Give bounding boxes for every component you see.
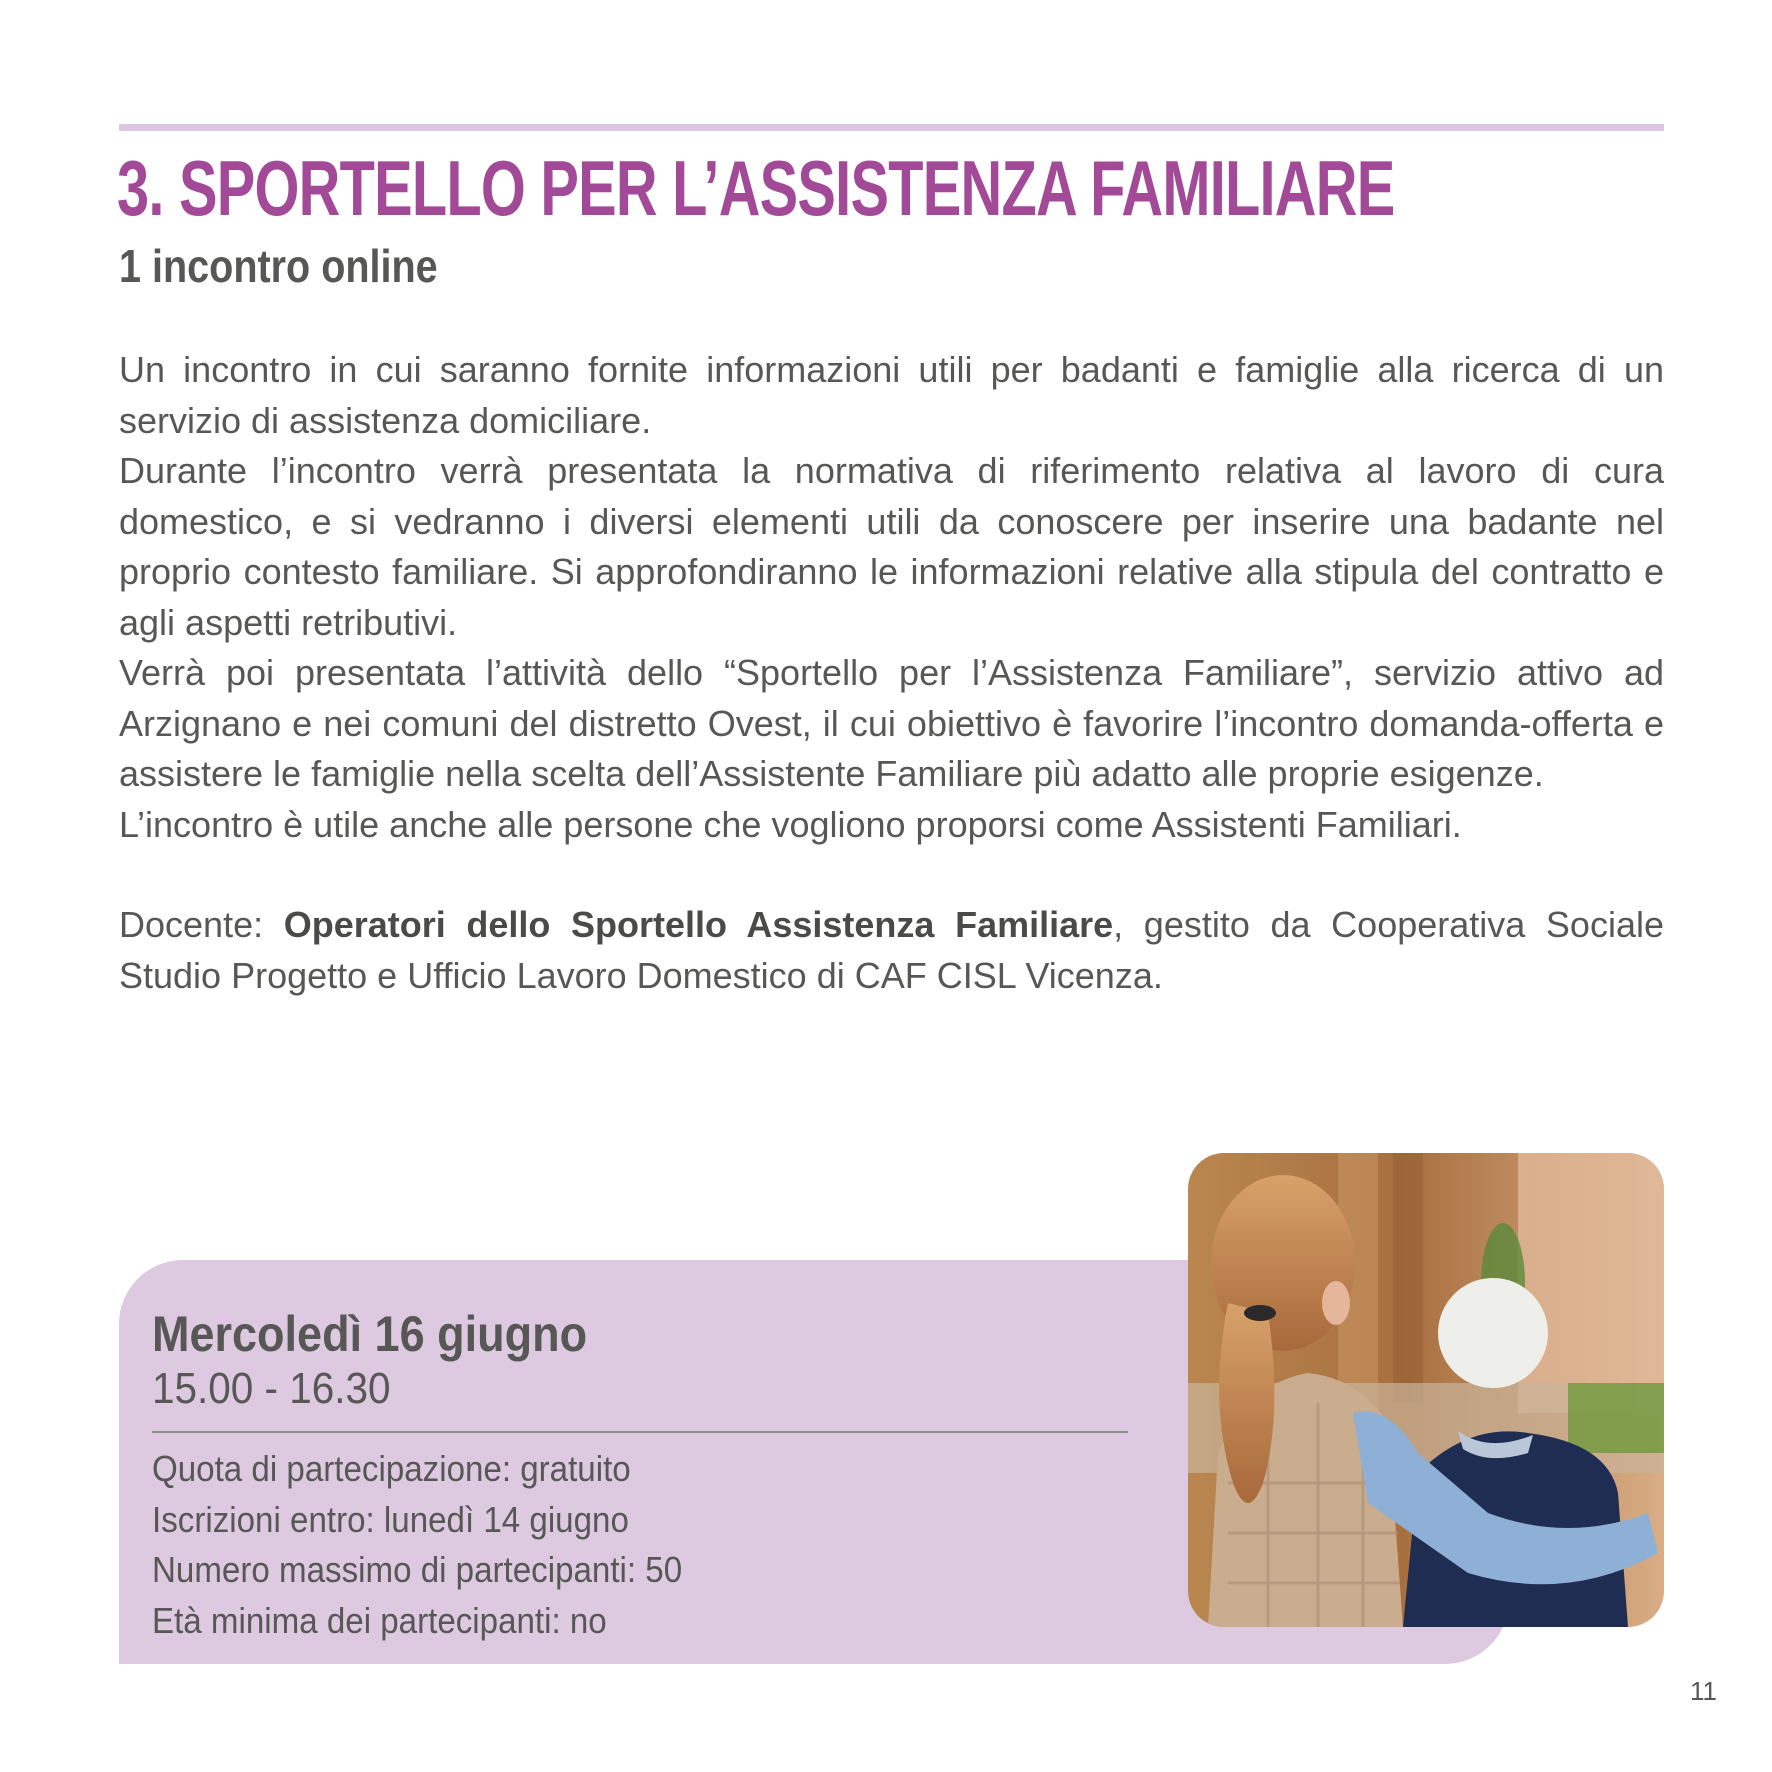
paragraph: Verrà poi presentata l’attività dello “Sportello per l’Assistenza Familiare”, servizio attivo ad Arzignano e nei comuni del distretto Ovest, il cui obiettivo è favorire l’incontro domanda-offerta e assistere le famiglie nella scelta dell’Assistente Familiare più adatto alle proprie esigenze.: [119, 652, 1664, 794]
event-time: 15.00 - 16.30: [152, 1364, 391, 1413]
page-subtitle: 1 incontro online: [119, 240, 438, 292]
event-details: [152, 1444, 728, 1646]
paragraph: Durante l’incontro verrà presentata la normativa di riferimento relativa al lavoro di cura domestico, e si vedranno i diversi elementi utili da conoscere per inserire una badante nel proprio contesto familiare. Si approfondiranno le informazioni relative alla stipula del contratto e agli aspetti retributivi.: [119, 450, 1664, 643]
caregiver-photo: [1188, 1153, 1664, 1627]
docente-line: [119, 900, 1664, 1001]
page-title: 3. SPORTELLO PER L’ASSISTENZA FAMILIARE: [117, 144, 1395, 232]
docente-label: Docente:: [119, 904, 284, 945]
top-divider: [119, 124, 1664, 131]
event-date: Mercoledì 16 giugno: [152, 1306, 588, 1362]
docente-name: Operatori dello Sportello Assistenza Familiare: [283, 904, 1114, 945]
paragraph: L’incontro è utile anche alle persone che vogliono proporsi come Assistenti Familiari.: [119, 803, 1462, 845]
event-detail-max-participants: Numero massimo di partecipanti: 50: [152, 1549, 683, 1590]
event-detail-min-age: Età minima dei partecipanti: no: [152, 1599, 607, 1641]
page-number: 11: [1690, 1676, 1717, 1706]
docente-description: , gestito da Cooperativa Sociale Studio Progetto e Ufficio Lavoro Domestico di CAF CISL Vicenza.: [119, 904, 1664, 996]
event-detail-deadline: Iscrizioni entro: lunedì 14 giugno: [152, 1498, 629, 1540]
event-detail-fee: Quota di partecipazione: gratuito: [152, 1448, 631, 1489]
description-body: [119, 345, 1664, 1001]
paragraph: Un incontro in cui saranno fornite informazioni utili per badanti e famiglie alla ricerca di un servizio di assistenza domiciliare.: [119, 349, 1664, 441]
event-divider: [152, 1431, 1128, 1433]
